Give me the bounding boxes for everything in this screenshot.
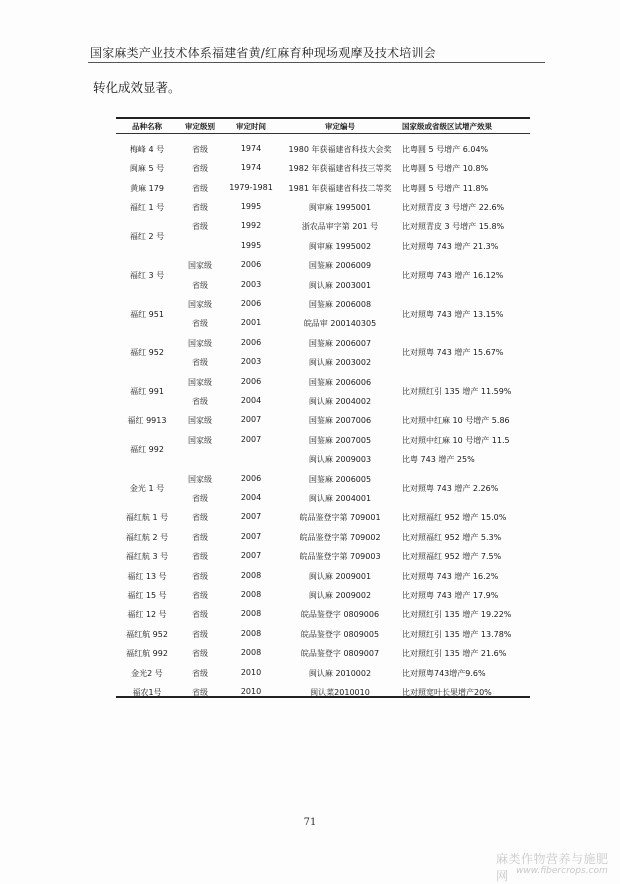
variety-name: 福红 3 号 bbox=[129, 270, 165, 280]
approval-year: 2008 bbox=[240, 628, 262, 638]
approval-year: 1974 bbox=[240, 143, 262, 153]
intro-text: 转化成效显著。 bbox=[93, 80, 181, 95]
approval-level: 省级 bbox=[192, 358, 208, 368]
approval-year: 1992 bbox=[240, 221, 262, 231]
approval-year: 2007 bbox=[240, 512, 262, 522]
approval-code: 闽认麻 2003002 bbox=[308, 358, 372, 368]
yield-effect: 比对照红引 135 增产 21.6% bbox=[402, 649, 507, 659]
approval-year: 2006 bbox=[240, 260, 262, 270]
variety-name: 金光2 号 bbox=[131, 668, 163, 678]
yield-effect: 比对照粤 743 增产 21.3% bbox=[402, 241, 499, 251]
yield-effect: 比对照福红 952 增产 5.3% bbox=[402, 532, 502, 542]
approval-code: 皖品审 200140305 bbox=[303, 319, 377, 329]
approval-year: 2001 bbox=[240, 318, 262, 328]
approval-year: 2006 bbox=[240, 473, 262, 483]
yield-effect: 比粤圆 5 号增产 11.8% bbox=[402, 183, 489, 193]
approval-year: 2006 bbox=[240, 376, 262, 386]
approval-code: 皖品鉴登字第 709002 bbox=[299, 532, 381, 542]
approval-level: 省级 bbox=[192, 571, 208, 581]
approval-year: 2007 bbox=[240, 551, 262, 561]
yield-effect: 比对照红引 135 增产 13.78% bbox=[402, 629, 512, 639]
approval-year: 2007 bbox=[240, 531, 262, 541]
yield-effect: 比对照粤 743 增产 17.9% bbox=[402, 590, 499, 600]
yield-effect: 比对照粤 743 增产 16.12% bbox=[402, 270, 504, 280]
approval-level: 省级 bbox=[192, 629, 208, 639]
variety-name: 福红 992 bbox=[130, 445, 164, 455]
approval-code: 国鉴麻 2006008 bbox=[308, 299, 372, 309]
approval-year: 2003 bbox=[240, 279, 262, 289]
variety-name: 福红 1 号 bbox=[129, 202, 165, 212]
table-column-header: 审定编号 bbox=[325, 122, 355, 131]
approval-level: 国家级 bbox=[188, 261, 212, 271]
yield-effect: 比对照红引 135 增产 11.59% bbox=[402, 387, 512, 397]
approval-year: 2007 bbox=[240, 434, 262, 444]
variety-name: 金光 1 号 bbox=[129, 484, 165, 494]
approval-level: 国家级 bbox=[188, 474, 212, 484]
yield-effect: 比对照粤 743 增产 15.67% bbox=[402, 348, 504, 358]
approval-code: 闽认麻 2009002 bbox=[308, 590, 372, 600]
approval-level: 国家级 bbox=[188, 435, 212, 445]
yield-effect: 比对照中红麻 10 号增产 11.5 bbox=[402, 435, 510, 445]
approval-year: 2006 bbox=[240, 337, 262, 347]
table-column-header: 审定时间 bbox=[236, 122, 266, 131]
approval-code: 1981 年获福建省科技二等奖 bbox=[288, 183, 392, 193]
approval-code: 国鉴麻 2007005 bbox=[308, 435, 372, 445]
approval-code: 闽认麻 2010002 bbox=[308, 668, 372, 678]
watermark-url: www.fibercrops.com bbox=[516, 866, 608, 876]
approval-code: 国鉴麻 2007006 bbox=[308, 416, 372, 426]
approval-level: 国家级 bbox=[188, 299, 212, 309]
document-header: 国家麻类产业技术体系福建省黄/红麻育种现场观摩及技术培训会 bbox=[90, 46, 436, 60]
variety-name: 梅峰 4 号 bbox=[129, 144, 165, 154]
yield-effect: 比对照福红 952 增产 7.5% bbox=[402, 552, 502, 562]
approval-level: 省级 bbox=[192, 280, 208, 290]
page-number: 71 bbox=[303, 817, 317, 828]
approval-year: 2008 bbox=[240, 648, 262, 658]
approval-year: 2010 bbox=[240, 686, 262, 696]
yield-effect: 比对照粤 743 增产 2.26% bbox=[402, 484, 499, 494]
approval-code: 国鉴麻 2006005 bbox=[308, 474, 372, 484]
variety-name: 福红 9913 bbox=[127, 416, 167, 426]
yield-effect: 比对照粤743增产9.6% bbox=[402, 668, 486, 678]
approval-level: 省级 bbox=[192, 164, 208, 174]
yield-effect: 比粤 743 增产 25% bbox=[402, 455, 475, 465]
watermark-text: 麻类作物营养与施肥网 bbox=[496, 852, 609, 883]
variety-name: 福红 12 号 bbox=[127, 610, 167, 620]
approval-code: 皖品鉴登字第 709003 bbox=[299, 552, 381, 562]
variety-name: 福红 13 号 bbox=[127, 571, 167, 581]
approval-year: 1974 bbox=[240, 163, 262, 173]
variety-name: 福红航 952 bbox=[126, 629, 168, 639]
variety-name: 福红 952 bbox=[130, 348, 164, 358]
approval-code: 皖品鉴登字第 709001 bbox=[299, 513, 381, 523]
header-divider bbox=[88, 62, 545, 63]
approval-level: 国家级 bbox=[188, 338, 212, 348]
variety-name: 福红 951 bbox=[130, 309, 164, 319]
variety-name: 福红航 3 号 bbox=[125, 552, 169, 562]
variety-name: 黄麻 179 bbox=[130, 183, 164, 193]
approval-code: 1980 年获福建省科技大会奖 bbox=[288, 144, 392, 154]
approval-code: 闽认麻 2009001 bbox=[308, 571, 372, 581]
approval-code: 1982 年获福建省科技三等奖 bbox=[288, 164, 392, 174]
yield-effect: 比对照宽叶长果增产20% bbox=[402, 687, 492, 697]
approval-level: 省级 bbox=[192, 319, 208, 329]
yield-effect: 比对照粤 743 增产 16.2% bbox=[402, 571, 499, 581]
approval-code: 闽审麻 1995002 bbox=[308, 241, 372, 251]
variety-name: 福红航 2 号 bbox=[125, 532, 169, 542]
approval-year: 1979-1981 bbox=[229, 182, 273, 192]
approval-code: 国鉴麻 2006009 bbox=[308, 261, 372, 271]
approval-level: 国家级 bbox=[188, 377, 212, 387]
variety-name: 福红 2 号 bbox=[129, 232, 165, 241]
approval-level: 省级 bbox=[192, 144, 208, 154]
approval-code: 闽审麻 1995001 bbox=[308, 202, 372, 212]
approval-year: 2010 bbox=[240, 667, 262, 677]
approval-year: 2003 bbox=[240, 357, 262, 367]
variety-name: 闽麻 5 号 bbox=[129, 164, 165, 174]
yield-effect: 比粤圆 5 号增产 6.04% bbox=[402, 144, 489, 154]
approval-level: 省级 bbox=[192, 687, 208, 697]
variety-name: 福红航 1 号 bbox=[125, 513, 169, 523]
approval-year: 1995 bbox=[240, 240, 262, 250]
approval-year: 2004 bbox=[240, 395, 262, 405]
table-top-rule bbox=[116, 117, 530, 119]
approval-code: 国鉴麻 2006006 bbox=[308, 377, 372, 387]
approval-level: 省级 bbox=[192, 668, 208, 678]
approval-level: 省级 bbox=[192, 513, 208, 523]
variety-name: 福红 15 号 bbox=[127, 590, 167, 600]
yield-effect: 比对照中红麻 10 号增产 5.86 bbox=[402, 416, 510, 426]
approval-level: 省级 bbox=[192, 532, 208, 542]
yield-effect: 比对照粤 743 增产 13.15% bbox=[402, 309, 504, 319]
approval-code: 闽认麻 2004002 bbox=[308, 396, 372, 406]
approval-code: 国鉴麻 2006007 bbox=[308, 338, 372, 348]
approval-level: 省级 bbox=[192, 590, 208, 600]
approval-code: 皖品鉴登字 0809006 bbox=[300, 610, 380, 620]
approval-level: 国家级 bbox=[188, 416, 212, 426]
approval-year: 2008 bbox=[240, 609, 262, 619]
yield-effect: 比对照青皮 3 号增产 22.6% bbox=[402, 202, 505, 212]
yield-effect: 比对照福红 952 增产 15.0% bbox=[402, 513, 507, 523]
variety-name: 福红航 992 bbox=[126, 649, 168, 659]
approval-year: 2004 bbox=[240, 492, 262, 502]
approval-code: 浙农品审字第 201 号 bbox=[301, 222, 379, 232]
approval-level: 省级 bbox=[192, 649, 208, 659]
approval-level: 省级 bbox=[192, 183, 208, 193]
approval-year: 2008 bbox=[240, 589, 262, 599]
approval-level: 省级 bbox=[192, 396, 208, 406]
approval-code: 闽认麻 2004001 bbox=[308, 493, 372, 503]
approval-code: 闽认麻 2009003 bbox=[308, 455, 372, 465]
table-header-rule bbox=[116, 133, 530, 134]
table-column-header: 国家级或省级区试增产效果 bbox=[402, 122, 492, 131]
approval-year: 2008 bbox=[240, 570, 262, 580]
approval-level: 省级 bbox=[192, 610, 208, 620]
approval-level: 省级 bbox=[192, 552, 208, 562]
yield-effect: 比粤圆 5 号增产 10.8% bbox=[402, 164, 489, 174]
yield-effect: 比对照青皮 3 号增产 15.8% bbox=[402, 222, 505, 232]
approval-code: 闽认菜2010010 bbox=[310, 687, 370, 697]
approval-year: 1995 bbox=[240, 201, 262, 211]
approval-level: 省级 bbox=[192, 493, 208, 503]
approval-code: 皖品鉴登字 0809007 bbox=[300, 649, 380, 659]
table-column-header: 审定级别 bbox=[185, 122, 215, 131]
approval-level: 省级 bbox=[192, 202, 208, 212]
approval-year: 2006 bbox=[240, 298, 262, 308]
approval-year: 2007 bbox=[240, 415, 262, 425]
yield-effect: 比对照红引 135 增产 19.22% bbox=[402, 610, 512, 620]
variety-name: 福红 991 bbox=[130, 387, 164, 397]
approval-code: 皖品鉴登字 0809005 bbox=[300, 629, 380, 639]
approval-level: 省级 bbox=[192, 222, 208, 232]
variety-name: 福农1号 bbox=[132, 687, 162, 697]
approval-code: 闽认麻 2003001 bbox=[308, 280, 372, 290]
table-column-header: 品种名称 bbox=[132, 122, 162, 131]
